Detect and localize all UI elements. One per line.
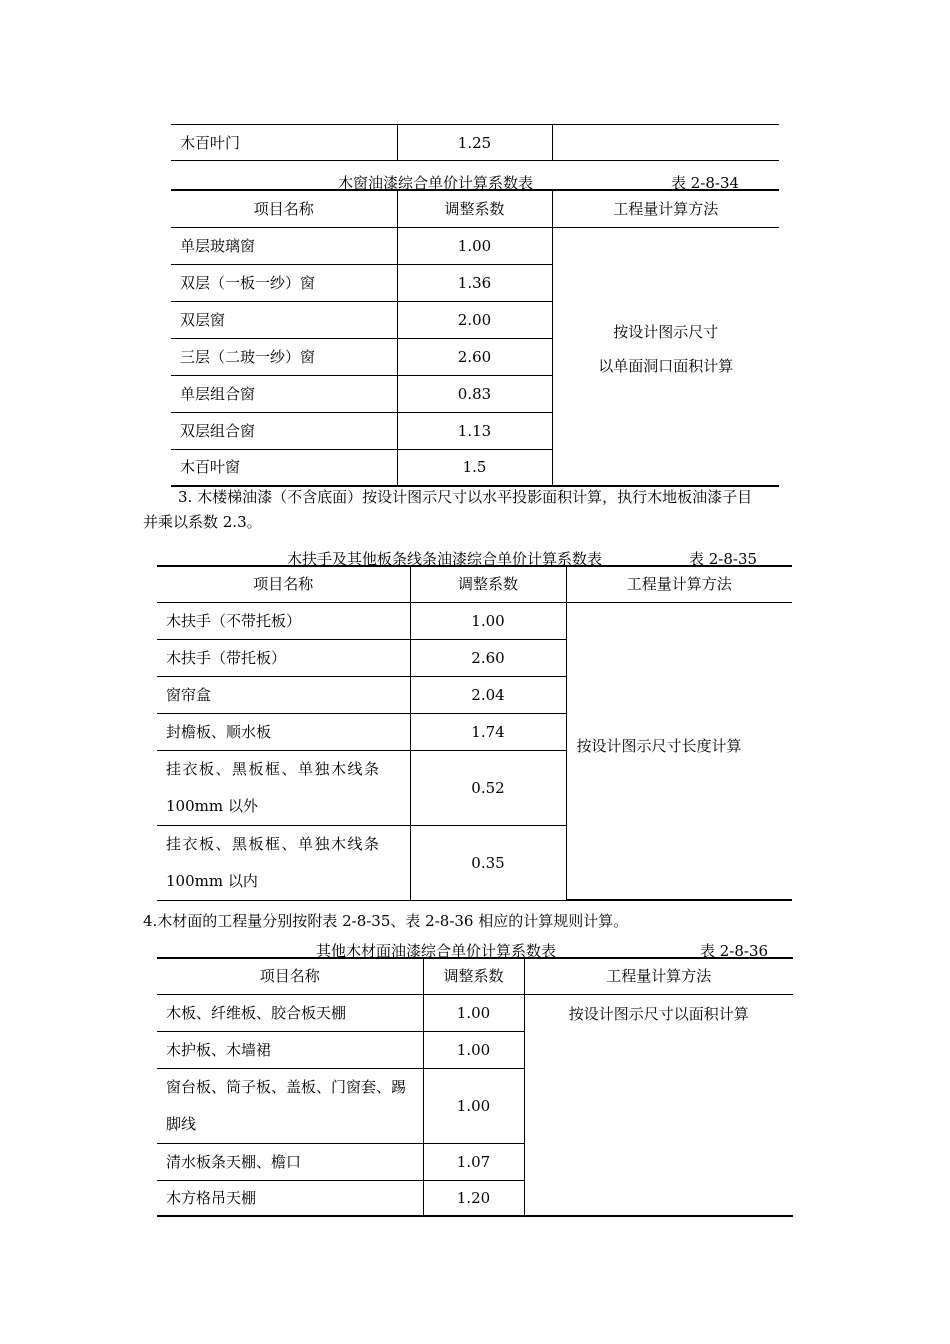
item-name: 木方格吊天棚 [157,1180,423,1216]
coef-value: 2.04 [410,676,566,713]
method-line1: 按设计图示尺寸 [613,323,719,342]
item-name-line1: 挂衣板、黑板框、单独木线条 [166,759,381,778]
table36-title: 其他木材面油漆综合单价计算系数表 [316,942,557,960]
header-name: 项目名称 [171,190,397,227]
item-name: 三层（二玻一纱）窗 [171,338,397,375]
method-cell [566,602,792,900]
item-name: 木扶手（不带托板） [157,602,410,639]
table-header-row [171,190,779,227]
coef-value: 1.00 [397,227,552,264]
method-text: 按设计图示尺寸长度计算 [576,736,742,755]
coef-value: 0.52 [410,750,566,825]
coef-value: 1.36 [397,264,552,301]
coef-value: 2.60 [397,338,552,375]
header-name: 项目名称 [157,566,410,602]
item-name: 封檐板、顺水板 [157,713,410,750]
item-name: 单层组合窗 [171,375,397,412]
item-name-line2: 脚线 [166,1114,197,1133]
table-row [157,994,793,1031]
table-row [157,602,792,639]
method-cell [524,994,793,1216]
item-name: 木护板、木墙裙 [157,1031,423,1068]
coef-value: 2.00 [397,301,552,338]
table-header-row [157,566,792,602]
item-name: 清水板条天棚、檐口 [157,1143,423,1180]
header-coef: 调整系数 [397,190,552,227]
method-cell [552,227,779,486]
table35 [157,565,792,901]
item-name [157,750,410,825]
table-header-row [157,958,793,994]
coef-value: 1.5 [397,449,552,486]
header-method: 工程量计算方法 [552,190,779,227]
coef-value: 1.00 [423,994,524,1031]
coef-value: 0.35 [410,825,566,900]
paragraph-4: 4.木材面的工程量分别按附表 2-8-35、表 2-8-36 相应的计算规则计算。 [143,912,629,930]
item-name: 木百叶窗 [171,449,397,486]
item-name: 单层玻璃窗 [171,227,397,264]
header-method: 工程量计算方法 [566,566,792,602]
coef-value: 1.07 [423,1143,524,1180]
item-name: 窗帘盒 [157,676,410,713]
coef-value: 1.00 [423,1031,524,1068]
coef-value: 1.00 [423,1068,524,1143]
item-name: 双层组合窗 [171,412,397,449]
coef-value: 0.83 [397,375,552,412]
coef-value: 1.25 [397,125,552,161]
item-name: 双层窗 [171,301,397,338]
table35-code: 表 2-8-35 [689,550,758,568]
item-name [157,1068,423,1143]
header-coef: 调整系数 [423,958,524,994]
table34 [171,189,779,487]
table36-code: 表 2-8-36 [700,942,769,960]
coef-value: 1.74 [410,713,566,750]
table36 [157,957,793,1217]
item-name: 木扶手（带托板） [157,639,410,676]
coef-value: 2.60 [410,639,566,676]
table34-title: 木窗油漆综合单价计算系数表 [338,174,534,192]
item-name-line1: 挂衣板、黑板框、单独木线条 [166,834,381,853]
item-name: 木板、纤维板、胶合板天棚 [157,994,423,1031]
item-name [157,825,410,900]
table-row [171,125,779,161]
item-name-line2: 100mm 以内 [166,871,258,890]
paragraph-3-line1: 3. 木楼梯油漆（不含底面）按设计图示尺寸以水平投影面积计算，执行木地板油漆子目 [178,488,753,506]
coef-value: 1.13 [397,412,552,449]
method-cell [552,125,779,161]
table-row [171,227,779,264]
item-name-line1: 窗台板、筒子板、盖板、门窗套、踢 [166,1077,407,1096]
coef-value: 1.00 [410,602,566,639]
table35-title: 木扶手及其他板条线条油漆综合单价计算系数表 [287,550,603,568]
item-name: 双层（一板一纱）窗 [171,264,397,301]
header-coef: 调整系数 [410,566,566,602]
coef-value: 1.20 [423,1180,524,1216]
paragraph-3-line2: 并乘以系数 2.3。 [143,513,262,531]
method-line2: 以单面洞口面积计算 [598,357,734,376]
table34-code: 表 2-8-34 [671,174,740,192]
header-method: 工程量计算方法 [524,958,793,994]
item-name: 木百叶门 [171,125,397,161]
top-fragment-table [171,124,779,161]
header-name: 项目名称 [157,958,423,994]
item-name-line2: 100mm 以外 [166,796,258,815]
method-text: 按设计图示尺寸以面积计算 [568,1004,749,1023]
